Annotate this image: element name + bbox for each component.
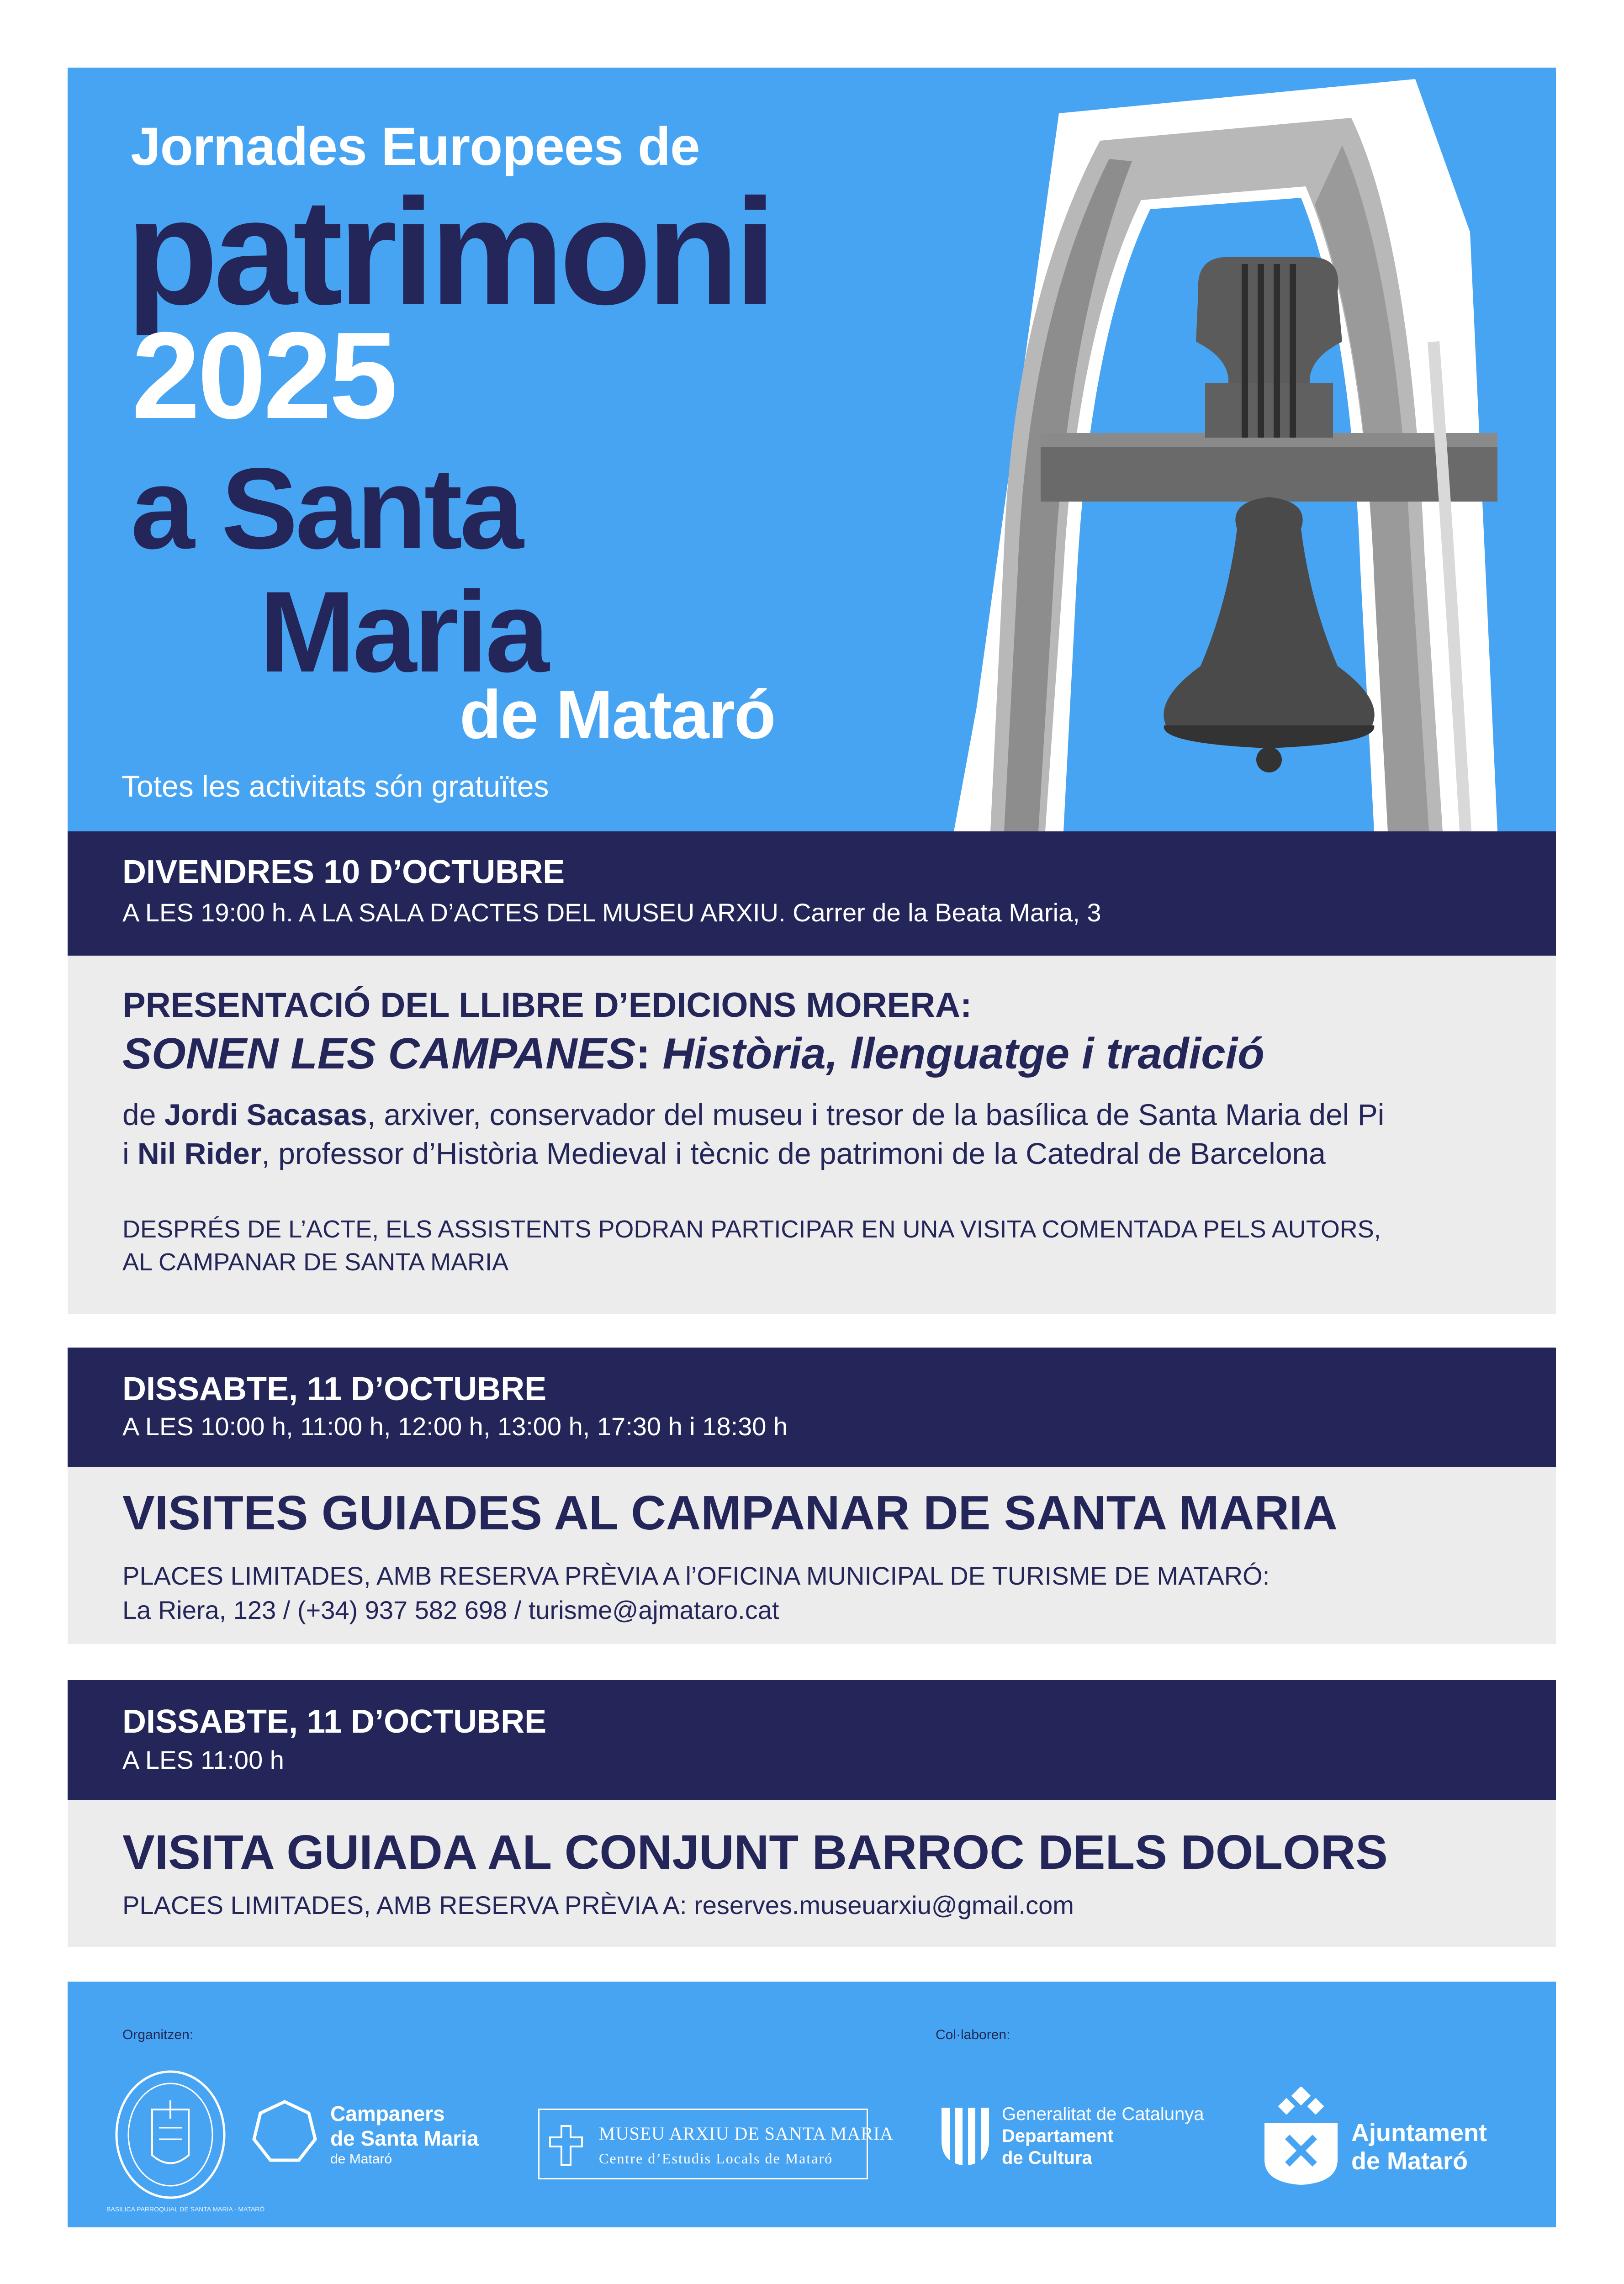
author1-name: Jordi Sacasas bbox=[164, 1098, 367, 1131]
event2-times: A LES 10:00 h, 11:00 h, 12:00 h, 13:00 h, 17:30 h i 18:30 h bbox=[122, 1412, 788, 1441]
event2-details bbox=[68, 1467, 1556, 1644]
event1-details bbox=[68, 956, 1556, 1314]
author2-pre: i bbox=[122, 1137, 138, 1170]
event1-author1 bbox=[122, 1097, 1384, 1132]
author2-desc: , professor d’Història Medieval i tècnic de patrimoni de la Catedral de Barcelona bbox=[261, 1137, 1326, 1170]
hero-year: 2025 bbox=[132, 307, 395, 444]
parish-seal-text: BASILICA PARROQUIAL DE SANTA MARIA · MATARÓ bbox=[106, 2205, 265, 2213]
museu-arxiu-logo bbox=[538, 2109, 894, 2179]
event3-header bbox=[68, 1680, 1556, 1800]
author1-pre: de bbox=[122, 1098, 164, 1131]
event2-header bbox=[68, 1348, 1556, 1467]
event1-note-line1: DESPRÉS DE L’ACTE, ELS ASSISTENTS PODRAN PARTICIPAR EN UNA VISITA COMENTADA PELS AUTORS, bbox=[122, 1216, 1381, 1243]
free-activities-note: Totes les activitats són gratuïtes bbox=[122, 769, 549, 803]
campaners-line1: Campaners bbox=[330, 2102, 445, 2125]
hero-banner bbox=[68, 68, 1556, 831]
book-title-colon: : bbox=[635, 1029, 651, 1078]
author1-desc: , arxiver, conservador del museu i tresor de la basílica de Santa Maria del Pi bbox=[367, 1098, 1385, 1131]
event3-date: DISSABTE, 11 D’OCTUBRE bbox=[122, 1703, 547, 1740]
footer-sponsors bbox=[68, 1982, 1556, 2227]
parish-seal-icon bbox=[113, 2068, 227, 2201]
collaborators-label: Col·laboren: bbox=[936, 2027, 1010, 2042]
museu-line2: Centre d’Estudis Locals de Mataró bbox=[599, 2150, 833, 2167]
generalitat-line1: Generalitat de Catalunya bbox=[1002, 2104, 1204, 2124]
event1-note-line2: AL CAMPANAR DE SANTA MARIA bbox=[122, 1248, 509, 1276]
generalitat-line2: Departament bbox=[1002, 2126, 1114, 2146]
mataro-crest-icon bbox=[1260, 2087, 1342, 2187]
ajuntament-line1: Ajuntament bbox=[1351, 2119, 1487, 2147]
event3-details bbox=[68, 1800, 1556, 1947]
event1-date: DIVENDRES 10 D’OCTUBRE bbox=[122, 854, 565, 890]
event1-time-place: A LES 19:00 h. A LA SALA D’ACTES DEL MUSEU ARXIU. Carrer de la Beata Maria, 3 bbox=[122, 898, 1101, 927]
event2-date: DISSABTE, 11 D’OCTUBRE bbox=[122, 1371, 547, 1407]
event2-note-line2: La Riera, 123 / (+34) 937 582 698 / turisme@ajmataro.cat bbox=[122, 1596, 779, 1624]
hero-title: patrimoni bbox=[126, 167, 772, 336]
campaners-line2: de Santa Maria bbox=[330, 2126, 479, 2150]
heptagon-icon bbox=[250, 2098, 319, 2167]
event3-times: A LES 11:00 h bbox=[122, 1745, 284, 1774]
hero-city: de Mataró bbox=[460, 676, 775, 753]
campaners-line3: de Mataró bbox=[330, 2152, 392, 2167]
event1-header bbox=[68, 831, 1556, 956]
hero-pretitle: Jornades Europees de bbox=[131, 116, 700, 177]
event1-book-title-line bbox=[122, 1029, 1264, 1079]
generalitat-shield-icon bbox=[938, 2104, 993, 2168]
generalitat-line3: de Cultura bbox=[1002, 2148, 1092, 2168]
event2-heading: VISITES GUIADES AL CAMPANAR DE SANTA MARIA bbox=[122, 1486, 1338, 1540]
event2-note-line1: PLACES LIMITADES, AMB RESERVA PRÈVIA A l’OFICINA MUNICIPAL DE TURISME DE MATARÓ: bbox=[122, 1561, 1270, 1590]
bell-photo bbox=[949, 68, 1556, 831]
organizers-label: Organitzen: bbox=[122, 2027, 194, 2042]
event1-heading: PRESENTACIÓ DEL LLIBRE D’EDICIONS MORERA: bbox=[122, 986, 972, 1025]
hero-place-line1: a Santa bbox=[131, 444, 521, 573]
museu-line1: MUSEU ARXIU DE SANTA MARIA bbox=[599, 2123, 894, 2144]
author2-name: Nil Rider bbox=[138, 1137, 262, 1170]
event3-heading: VISITA GUIADA AL CONJUNT BARROC DELS DOLORS bbox=[122, 1825, 1388, 1879]
book-subtitle: Història, llenguatge i tradició bbox=[662, 1029, 1264, 1078]
cross-icon bbox=[548, 2124, 584, 2167]
ajuntament-line2: de Mataró bbox=[1351, 2147, 1468, 2175]
book-title: SONEN LES CAMPANES bbox=[122, 1029, 636, 1078]
hero-place-line2: Maria bbox=[259, 568, 547, 696]
event1-author2 bbox=[122, 1136, 1326, 1171]
event3-note: PLACES LIMITADES, AMB RESERVA PRÈVIA A: reserves.museuarxiu@gmail.com bbox=[122, 1891, 1074, 1919]
